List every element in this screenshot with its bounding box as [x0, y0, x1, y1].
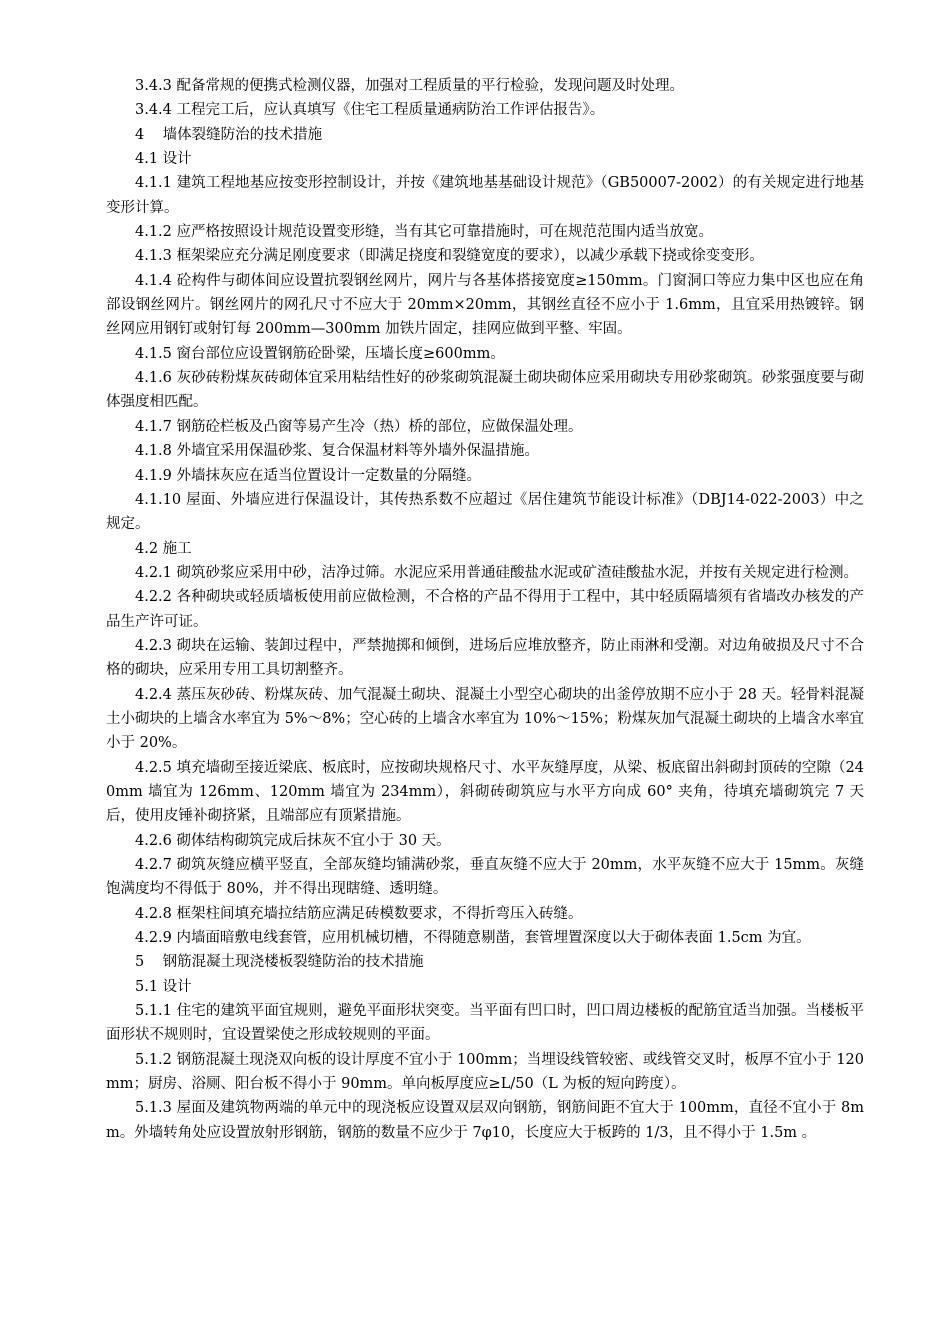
paragraph-4-2-1: 4.2.1 砌筑砂浆应采用中砂，洁净过筛。水泥应采用普通硅酸盐水泥或矿渣硅酸盐水泥，并按有关规定进行检测。 [135, 564, 858, 581]
paragraph-4-1-7: 4.1.7 钢筋砼栏板及凸窗等易产生冷（热）桥的部位，应做保温处理。 [135, 418, 583, 435]
paragraph-4-1-9: 4.1.9 外墙抹灰应在适当位置设计一定数量的分隔缝。 [135, 467, 482, 484]
paragraph-4-1-8: 4.1.8 外墙宜采用保温砂浆、复合保温材料等外墙外保温措施。 [135, 443, 540, 460]
paragraph-4-1-5: 4.1.5 窗台部位应设置钢筋砼卧梁，压墙长度≥600mm。 [135, 345, 505, 362]
paragraph-4-2-4: 4.2.4 蒸压灰砂砖、粉煤灰砖、加气混凝土砌块、混凝土小型空心砌块的出釜停放期不应小于 28 天。轻骨料混凝土小砌块的上墙含水率宜为 5%～8%；空心砖的上墙含水率宜为 10%～15%；粉煤灰加气混凝土砌块的上墙含水率宜小于 20%。 [106, 686, 864, 752]
subsection-heading-4-2: 4.2 施工 [135, 540, 192, 557]
paragraph-3-4-4: 3.4.4 工程完工后，应认真填写《住宅工程质量通病防治工作评估报告》。 [135, 102, 605, 119]
document-page [106, 74, 864, 1145]
paragraph-4-1-4: 4.1.4 砼构件与砌体间应设置抗裂钢丝网片，网片与各基体搭接宽度≥150mm。门窗洞口等应力集中区也应在角部设钢丝网片。钢丝网片的网孔尺寸不应大于 20mm×20mm，其钢丝直径不应小于 1.6mm，且宜采用热镀锌。钢丝网应用钢钉或射钉每 200mm—300mm 加铁片固定，挂网应做到平整、牢固。 [106, 272, 864, 338]
subsection-heading-5-1: 5.1 设计 [135, 978, 192, 995]
paragraph-4-1-2: 4.1.2 应严格按照设计规范设置变形缝，当有其它可靠措施时，可在规范范围内适当放宽。 [135, 224, 713, 241]
paragraph-3-4-3: 3.4.3 配备常规的便携式检测仪器，加强对工程质量的平行检验，发现问题及时处理。 [135, 78, 685, 94]
paragraph-5-1-3: 5.1.3 屋面及建筑物两端的单元中的现浇板应设置双层双向钢筋，钢筋间距不宜大于 100mm，直径不宜小于 8mm。外墙转角处应设置放射形钢筋，钢筋的数量不应少于 7φ10，长度应大于板跨的 1/3，且不得小于 1.5m 。 [106, 1100, 864, 1141]
section-heading-5: 5 钢筋混凝土现浇楼板裂缝防治的技术措施 [135, 954, 424, 971]
paragraph-4-2-8: 4.2.8 框架柱间填充墙拉结筋应满足砖模数要求，不得折弯压入砖缝。 [135, 905, 583, 922]
paragraph-5-1-2: 5.1.2 钢筋混凝土现浇双向板的设计厚度不宜小于 100mm；当埋设线管较密、或线管交叉时，板厚不宜小于 120mm；厨房、浴厕、阳台板不得小于 90mm。单向板厚度应≥L/50（L 为板的短向跨度）。 [106, 1051, 864, 1093]
paragraph-4-2-6: 4.2.6 砌体结构砌筑完成后抹灰不宜小于 30 天。 [135, 832, 451, 849]
paragraph-4-1-10: 4.1.10 屋面、外墙应进行保温设计，其传热系数不应超过《居住建筑节能设计标准》（DBJ14-022-2003）中之规定。 [106, 491, 864, 533]
paragraph-4-2-3: 4.2.3 砌块在运输、装卸过程中，严禁抛掷和倾倒，进场后应堆放整齐，防止雨淋和受潮。对边角破损及尺寸不合格的砌块，应采用专用工具切割整齐。 [106, 637, 864, 679]
section-heading-4: 4 墙体裂缝防治的技术措施 [135, 126, 323, 143]
subsection-heading-4-1: 4.1 设计 [135, 151, 192, 168]
paragraph-4-1-6: 4.1.6 灰砂砖粉煤灰砖砌体宜采用粘结性好的砂浆砌筑混凝土砌块砌体应采用砌块专用砂浆砌筑。砂浆强度要与砌体强度相匹配。 [106, 370, 864, 411]
paragraph-4-2-5: 4.2.5 填充墙砌至接近梁底、板底时，应按砌块规格尺寸、水平灰缝厚度，从梁、板底留出斜砌封顶砖的空隙（240mm 墙宜为 126mm、120mm 墙宜为 234mm），斜砌砖砌筑应与水平方向成 60° 夹角，待填充墙砌筑完 7 天后，使用皮锤补砌挤紧，且端部应有顶紧措施。 [106, 759, 864, 825]
paragraph-4-2-7: 4.2.7 砌筑灰缝应横平竖直，全部灰缝均铺满砂浆，垂直灰缝不应大于 20mm，水平灰缝不应大于 15mm。灰缝饱满度均不得低于 80%，并不得出现瞎缝、透明缝。 [106, 857, 864, 898]
paragraph-4-2-9: 4.2.9 内墙面暗敷电线套管，应用机械切槽，不得随意剔凿，套管埋置深度以大于砌体表面 1.5cm 为宜。 [135, 930, 811, 947]
paragraph-4-2-2: 4.2.2 各种砌块或轻质墙板使用前应做检测，不合格的产品不得用于工程中，其中轻质隔墙须有省墙改办核发的产品生产许可证。 [106, 589, 864, 630]
paragraph-4-1-1: 4.1.1 建筑工程地基应按变形控制设计，并按《建筑地基基础设计规范》（GB50007-2002）的有关规定进行地基变形计算。 [106, 175, 864, 216]
paragraph-4-1-3: 4.1.3 框架梁应充分满足刚度要求（即满足挠度和裂缝宽度的要求），以减少承载下挠或徐变变形。 [135, 248, 764, 265]
paragraph-5-1-1: 5.1.1 住宅的建筑平面宜规则，避免平面形状突变。当平面有凹口时，凹口周边楼板的配筋宜适当加强。当楼板平面形状不规则时，宜设置梁使之形成较规则的平面。 [106, 1003, 864, 1044]
